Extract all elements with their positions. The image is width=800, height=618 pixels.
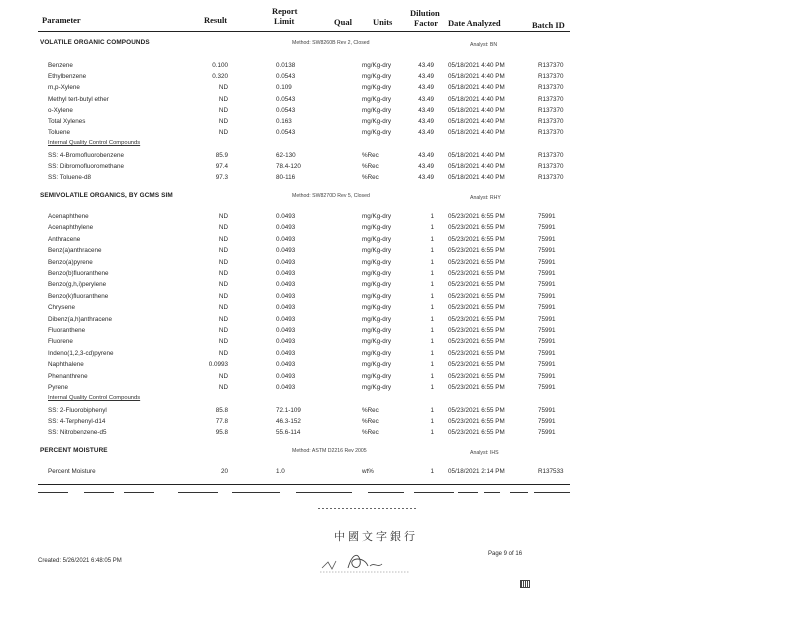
bottom-rule-segment — [534, 492, 570, 493]
table-row-limit: 0.0493 — [276, 213, 296, 220]
col-header-batch-id: Batch ID — [532, 20, 565, 30]
table-row-parameter: Phenanthrene — [48, 373, 88, 380]
table-row-dilution: 1 — [430, 270, 434, 277]
table-row-parameter: Pyrene — [48, 384, 68, 391]
table-row-date: 05/23/2021 6:55 PM — [448, 338, 505, 345]
table-row-dilution: 1 — [430, 384, 434, 391]
table-row-dilution: 43.49 — [418, 107, 434, 114]
table-row-result: ND — [218, 213, 228, 220]
bottom-rule-segment — [84, 492, 114, 493]
qc-row-dilution: 1 — [430, 429, 434, 436]
table-row-dilution: 43.49 — [418, 96, 434, 103]
table-row-dilution: 1 — [430, 350, 434, 357]
table-row-result: ND — [218, 84, 228, 91]
table-row-dilution: 1 — [430, 213, 434, 220]
table-row-parameter: m,p-Xylene — [48, 84, 80, 91]
section-title: PERCENT MOISTURE — [40, 447, 108, 454]
col-header-units: Units — [373, 17, 393, 27]
table-row-limit: 0.0493 — [276, 281, 296, 288]
table-row-dilution: 1 — [430, 304, 434, 311]
signature-icon — [318, 548, 413, 574]
table-row-parameter: Fluorene — [48, 338, 73, 345]
table-row-parameter: Acenaphthylene — [48, 224, 94, 231]
col-header-parameter: Parameter — [42, 15, 81, 25]
table-row-limit: 0.0493 — [276, 373, 296, 380]
qc-title: Internal Quality Control Compounds — [48, 395, 141, 401]
table-row-result: ND — [218, 281, 228, 288]
table-row-result: 0.0993 — [208, 361, 228, 368]
col-header-dilution-1: Dilution — [410, 8, 440, 18]
bottom-rule-segment — [484, 492, 500, 493]
col-header-report-limit-2: Limit — [274, 16, 295, 26]
table-row-batch: 75991 — [538, 316, 556, 323]
table-row-result: ND — [218, 259, 228, 266]
bottom-rule-segment — [38, 492, 68, 493]
table-row-limit: 0.0543 — [276, 129, 296, 136]
table-row-units: mg/Kg-dry — [362, 224, 392, 231]
table-row-batch: R137370 — [538, 96, 564, 103]
qc-row-batch: 75991 — [538, 407, 556, 414]
qc-row-result: 85.8 — [215, 407, 228, 414]
table-row-date: 05/18/2021 4:40 PM — [448, 96, 505, 103]
table-row-batch: 75991 — [538, 259, 556, 266]
table-row-limit: 0.0493 — [276, 293, 296, 300]
table-row-units: mg/Kg-dry — [362, 270, 392, 277]
qc-row-parameter: SS: Dibromofluoromethane — [48, 163, 124, 170]
section-title: VOLATILE ORGANIC COMPOUNDS — [40, 39, 150, 46]
bottom-rule-segment — [368, 492, 404, 493]
col-header-date-analyzed: Date Analyzed — [448, 18, 501, 28]
table-row-units: mg/Kg-dry — [362, 236, 392, 243]
table-row-units: mg/Kg-dry — [362, 96, 392, 103]
table-row-batch: 75991 — [538, 281, 556, 288]
table-row-dilution: 43.49 — [418, 129, 434, 136]
table-row-date: 05/23/2021 6:55 PM — [448, 213, 505, 220]
signature-rule — [318, 508, 418, 509]
table-row-result: ND — [218, 270, 228, 277]
table-row-batch: 75991 — [538, 247, 556, 254]
table-row-date: 05/23/2021 6:55 PM — [448, 281, 505, 288]
table-row-parameter: Fluoranthene — [48, 327, 86, 334]
table-row-parameter: Percent Moisture — [48, 468, 96, 475]
table-row-result: ND — [218, 129, 228, 136]
qc-row-date: 05/18/2021 4:40 PM — [448, 163, 505, 170]
qc-title: Internal Quality Control Compounds — [48, 140, 141, 146]
qc-row-result: 97.3 — [215, 174, 228, 181]
table-row-parameter: Naphthalene — [48, 361, 84, 368]
table-row-units: mg/Kg-dry — [362, 84, 392, 91]
table-row-batch: 75991 — [538, 213, 556, 220]
table-row-parameter: Anthracene — [48, 236, 81, 243]
table-row-parameter: Benzo(g,h,i)perylene — [48, 281, 107, 288]
table-row-parameter: Benz(a)anthracene — [48, 247, 102, 254]
table-row-date: 05/18/2021 4:40 PM — [448, 129, 505, 136]
qc-row-dilution: 43.49 — [418, 152, 434, 159]
section-method: Method: ASTM D2216 Rev 2005 — [292, 448, 367, 454]
table-row-units: mg/Kg-dry — [362, 259, 392, 266]
table-row-dilution: 1 — [430, 259, 434, 266]
table-row-batch: R137533 — [538, 468, 564, 475]
table-row-limit: 0.0493 — [276, 384, 296, 391]
section-analyst: Analyst: IHS — [470, 450, 499, 456]
table-row-date: 05/23/2021 6:55 PM — [448, 361, 505, 368]
table-row-units: mg/Kg-dry — [362, 129, 392, 136]
table-row-units: mg/Kg-dry — [362, 62, 392, 69]
table-row-dilution: 1 — [430, 247, 434, 254]
qc-row-parameter: SS: 2-Fluorobiphenyl — [48, 407, 107, 414]
table-row-dilution: 1 — [430, 224, 434, 231]
table-row-batch: 75991 — [538, 350, 556, 357]
qc-row-limit: 46.3-152 — [276, 418, 301, 425]
table-row-result: ND — [218, 118, 228, 125]
table-row-batch: R137370 — [538, 107, 564, 114]
bottom-rule-segment — [232, 492, 280, 493]
qc-row-units: %Rec — [362, 174, 379, 181]
qc-row-parameter: SS: 4-Terphenyl-d14 — [48, 418, 106, 425]
table-row-batch: R137370 — [538, 118, 564, 125]
col-header-qual: Qual — [334, 17, 352, 27]
table-row-dilution: 1 — [430, 293, 434, 300]
table-row-limit: 0.0493 — [276, 236, 296, 243]
table-row-limit: 0.0493 — [276, 361, 296, 368]
section-title: SEMIVOLATILE ORGANICS, BY GCMS SIM — [40, 192, 173, 199]
table-row-units: mg/Kg-dry — [362, 361, 392, 368]
table-row-units: mg/Kg-dry — [362, 247, 392, 254]
table-row-result: ND — [218, 236, 228, 243]
table-row-limit: 0.0493 — [276, 224, 296, 231]
table-row-batch: 75991 — [538, 236, 556, 243]
table-row-date: 05/18/2021 4:40 PM — [448, 73, 505, 80]
qc-row-date: 05/18/2021 4:40 PM — [448, 174, 505, 181]
table-row-parameter: Total Xylenes — [48, 118, 86, 125]
table-row-limit: 0.0138 — [276, 62, 296, 69]
table-row-batch: 75991 — [538, 373, 556, 380]
table-row-result: ND — [218, 327, 228, 334]
bottom-rule-segment — [510, 492, 528, 493]
table-row-date: 05/23/2021 6:55 PM — [448, 327, 505, 334]
col-header-result: Result — [204, 15, 228, 25]
table-row-date: 05/23/2021 6:55 PM — [448, 259, 505, 266]
table-row-parameter: Benzo(k)fluoranthene — [48, 293, 109, 300]
table-row-date: 05/18/2021 4:40 PM — [448, 107, 505, 114]
table-row-dilution: 1 — [430, 316, 434, 323]
table-row-batch: R137370 — [538, 129, 564, 136]
table-row-dilution: 43.49 — [418, 84, 434, 91]
table-row-result: ND — [218, 247, 228, 254]
table-row-batch: R137370 — [538, 84, 564, 91]
section-method: Method: SW8260B Rev 2, Closed — [292, 40, 370, 46]
table-row-result: 0.320 — [212, 73, 228, 80]
table-row-limit: 0.0543 — [276, 73, 296, 80]
table-row-units: mg/Kg-dry — [362, 316, 392, 323]
table-row-result: ND — [218, 373, 228, 380]
table-row-units: mg/Kg-dry — [362, 73, 392, 80]
table-row-date: 05/23/2021 6:55 PM — [448, 293, 505, 300]
qc-row-dilution: 1 — [430, 418, 434, 425]
qc-row-parameter: SS: 4-Bromofluorobenzene — [48, 152, 124, 159]
table-row-dilution: 1 — [430, 338, 434, 345]
table-row-units: mg/Kg-dry — [362, 338, 392, 345]
table-row-units: wt% — [362, 468, 374, 475]
table-row-dilution: 43.49 — [418, 62, 434, 69]
table-row-date: 05/23/2021 6:55 PM — [448, 247, 505, 254]
table-row-result: ND — [218, 304, 228, 311]
table-row-limit: 0.163 — [276, 118, 292, 125]
table-row-limit: 0.0493 — [276, 350, 296, 357]
table-row-result: 20 — [220, 468, 228, 475]
table-row-limit: 0.0493 — [276, 338, 296, 345]
qc-row-result: 85.9 — [215, 152, 228, 159]
table-row-dilution: 1 — [430, 236, 434, 243]
table-row-date: 05/18/2021 4:40 PM — [448, 84, 505, 91]
table-row-dilution: 1 — [430, 373, 434, 380]
bottom-rule-segment — [414, 492, 454, 493]
table-row-date: 05/23/2021 6:55 PM — [448, 236, 505, 243]
table-row-units: mg/Kg-dry — [362, 327, 392, 334]
table-row-batch: R137370 — [538, 73, 564, 80]
table-row-result: ND — [218, 224, 228, 231]
qc-row-units: %Rec — [362, 429, 379, 436]
table-row-batch: 75991 — [538, 338, 556, 345]
table-row-dilution: 1 — [430, 281, 434, 288]
table-row-batch: R137370 — [538, 62, 564, 69]
table-row-date: 05/23/2021 6:55 PM — [448, 270, 505, 277]
table-row-parameter: Ethylbenzene — [48, 73, 87, 80]
table-row-units: mg/Kg-dry — [362, 107, 392, 114]
qc-row-limit: 80-116 — [276, 174, 296, 181]
table-row-units: mg/Kg-dry — [362, 350, 392, 357]
col-header-dilution-2: Factor — [414, 18, 439, 28]
qc-row-units: %Rec — [362, 152, 379, 159]
table-row-limit: 0.0493 — [276, 304, 296, 311]
qc-row-batch: 75991 — [538, 418, 556, 425]
qc-row-date: 05/23/2021 6:55 PM — [448, 418, 505, 425]
table-row-date: 05/23/2021 6:55 PM — [448, 350, 505, 357]
table-row-limit: 0.0543 — [276, 107, 296, 114]
qc-row-date: 05/23/2021 6:55 PM — [448, 407, 505, 414]
bottom-rule-segment — [458, 492, 478, 493]
col-header-report-limit-1: Report — [272, 6, 298, 16]
qc-row-result: 97.4 — [215, 163, 228, 170]
table-row-limit: 1.0 — [276, 468, 285, 475]
table-row-parameter: Indeno(1,2,3-cd)pyrene — [48, 350, 114, 357]
qc-row-units: %Rec — [362, 418, 379, 425]
section-method: Method: SW8270D Rev 5, Closed — [292, 193, 370, 199]
table-row-units: mg/Kg-dry — [362, 384, 392, 391]
created-timestamp: Created: 5/26/2021 6:48:05 PM — [38, 558, 122, 564]
table-row-batch: 75991 — [538, 224, 556, 231]
table-row-result: ND — [218, 384, 228, 391]
table-row-dilution: 43.49 — [418, 118, 434, 125]
table-row-limit: 0.0493 — [276, 270, 296, 277]
table-row-dilution: 43.49 — [418, 73, 434, 80]
qc-row-batch: R137370 — [538, 163, 564, 170]
table-row-batch: 75991 — [538, 384, 556, 391]
bottom-rule-segment — [124, 492, 154, 493]
table-row-result: ND — [218, 96, 228, 103]
qc-row-date: 05/23/2021 6:55 PM — [448, 429, 505, 436]
table-row-date: 05/18/2021 4:40 PM — [448, 62, 505, 69]
section-analyst: Analyst: RHY — [470, 195, 501, 201]
table-row-parameter: Benzene — [48, 62, 73, 69]
table-row-limit: 0.109 — [276, 84, 292, 91]
bottom-rule-segment — [178, 492, 218, 493]
table-row-units: mg/Kg-dry — [362, 373, 392, 380]
qc-row-units: %Rec — [362, 407, 379, 414]
page-number: Page 9 of 16 — [488, 551, 523, 557]
qc-row-limit: 72.1-109 — [276, 407, 301, 414]
signature-mark — [318, 548, 413, 574]
table-row-batch: 75991 — [538, 270, 556, 277]
qc-row-batch: 75991 — [538, 429, 556, 436]
section-analyst: Analyst: BN — [470, 42, 498, 48]
chop-stamp-text: 中國文字銀行 — [334, 530, 418, 543]
table-row-batch: 75991 — [538, 293, 556, 300]
qc-row-dilution: 43.49 — [418, 163, 434, 170]
table-row-units: mg/Kg-dry — [362, 281, 392, 288]
qc-row-result: 95.8 — [215, 429, 228, 436]
table-row-result: ND — [218, 316, 228, 323]
table-row-result: ND — [218, 293, 228, 300]
table-row-limit: 0.0543 — [276, 96, 296, 103]
table-row-date: 05/23/2021 6:55 PM — [448, 304, 505, 311]
qc-row-limit: 78.4-120 — [276, 163, 301, 170]
table-row-parameter: Benzo(b)fluoranthene — [48, 270, 109, 277]
table-row-date: 05/18/2021 2:14 PM — [448, 468, 505, 475]
table-row-date: 05/23/2021 6:55 PM — [448, 224, 505, 231]
table-row-batch: 75991 — [538, 304, 556, 311]
table-row-limit: 0.0493 — [276, 316, 296, 323]
table-row-limit: 0.0493 — [276, 327, 296, 334]
table-row-parameter: Dibenz(a,h)anthracene — [48, 316, 113, 323]
qc-row-parameter: SS: Toluene-d8 — [48, 174, 91, 181]
table-row-result: ND — [218, 107, 228, 114]
table-row-result: ND — [218, 350, 228, 357]
table-row-date: 05/23/2021 6:55 PM — [448, 316, 505, 323]
table-row-parameter: Methyl tert-butyl ether — [48, 96, 109, 103]
qc-row-limit: 62-130 — [276, 152, 296, 159]
qc-row-limit: 55.6-114 — [276, 429, 301, 436]
qc-row-parameter: SS: Nitrobenzene-d5 — [48, 429, 107, 436]
table-row-units: mg/Kg-dry — [362, 213, 392, 220]
qc-row-result: 77.8 — [215, 418, 228, 425]
table-row-parameter: Toluene — [48, 129, 71, 136]
table-row-units: mg/Kg-dry — [362, 118, 392, 125]
table-row-units: mg/Kg-dry — [362, 304, 392, 311]
table-row-result: 0.100 — [212, 62, 228, 69]
qc-row-batch: R137370 — [538, 174, 564, 181]
table-row-parameter: o-Xylene — [48, 107, 73, 114]
table-row-batch: 75991 — [538, 361, 556, 368]
table-row-date: 05/23/2021 6:55 PM — [448, 384, 505, 391]
table-row-parameter: Benzo(a)pyrene — [48, 259, 93, 266]
qc-row-batch: R137370 — [538, 152, 564, 159]
table-row-parameter: Chrysene — [48, 304, 75, 311]
bottom-rule-full — [38, 484, 570, 485]
table-row-dilution: 1 — [430, 468, 434, 475]
corner-mark — [520, 580, 530, 588]
qc-row-date: 05/18/2021 4:40 PM — [448, 152, 505, 159]
table-row-units: mg/Kg-dry — [362, 293, 392, 300]
table-row-batch: 75991 — [538, 327, 556, 334]
table-row-date: 05/23/2021 6:55 PM — [448, 373, 505, 380]
header-rule — [38, 31, 570, 32]
qc-row-dilution: 1 — [430, 407, 434, 414]
table-row-limit: 0.0493 — [276, 259, 296, 266]
table-row-date: 05/18/2021 4:40 PM — [448, 118, 505, 125]
table-row-limit: 0.0493 — [276, 247, 296, 254]
bottom-rule-segment — [296, 492, 352, 493]
table-row-dilution: 1 — [430, 361, 434, 368]
table-row-dilution: 1 — [430, 327, 434, 334]
qc-row-dilution: 43.49 — [418, 174, 434, 181]
qc-row-units: %Rec — [362, 163, 379, 170]
table-row-parameter: Acenaphthene — [48, 213, 89, 220]
table-row-result: ND — [218, 338, 228, 345]
